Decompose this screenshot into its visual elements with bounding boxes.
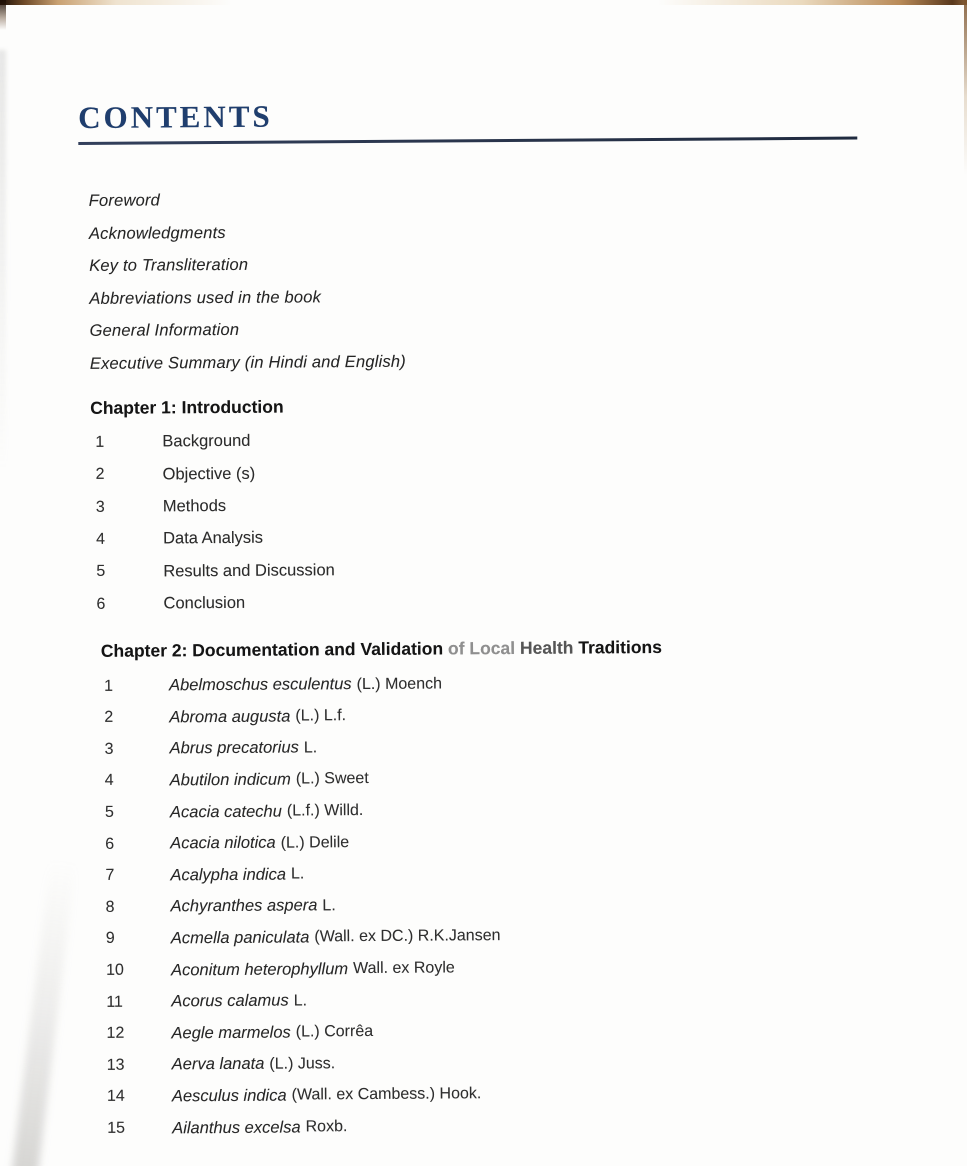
species-name: Aerva lanata: [171, 1055, 265, 1074]
item-number: 10: [106, 961, 124, 979]
item-number: 1: [104, 677, 114, 695]
item-number: 3: [95, 498, 105, 516]
scan-streak-lower: [10, 860, 76, 1166]
front-matter-item: General Information: [89, 321, 240, 341]
scan-streak-upper: [0, 50, 6, 470]
front-matter-item: Abbreviations used in the book: [89, 288, 322, 308]
species-author: Roxb.: [305, 1118, 348, 1136]
species-name: Acorus calamus: [171, 991, 289, 1011]
item-number: 4: [104, 772, 114, 790]
chapter1-heading: Chapter 1: Introduction: [90, 396, 284, 418]
chapter2-list: [82, 665, 934, 1145]
item-number: 3: [104, 740, 114, 758]
item-number: 12: [106, 1024, 125, 1043]
toc-content: [78, 94, 934, 1145]
title-underline: [78, 137, 857, 145]
item-label: Background: [162, 432, 251, 451]
item-number: 6: [105, 835, 115, 853]
item-number: 5: [96, 563, 106, 581]
item-label: Data Analysis: [163, 529, 264, 548]
page-title: CONTENTS: [78, 98, 273, 135]
item-label: Objective (s): [162, 464, 256, 484]
species-name: Aesculus indica: [171, 1086, 287, 1106]
item-number: 14: [106, 1088, 125, 1106]
species-author: L.: [303, 739, 318, 757]
front-matter-item: Executive Summary (in Hindi and English): [89, 352, 407, 373]
item-number: 11: [106, 993, 123, 1011]
front-matter-list: [89, 179, 929, 380]
chapter1-list: [80, 421, 930, 621]
front-matter-item: Foreword: [88, 191, 161, 210]
species-name: Acacia nilotica: [170, 833, 276, 853]
chapter2-heading-faded: of Local: [447, 637, 516, 659]
item-label: Conclusion: [163, 594, 246, 613]
species-name: Acmella paniculata: [170, 928, 310, 948]
front-matter-item: Key to Transliteration: [89, 256, 249, 276]
species-name: Abutilon indicum: [169, 770, 291, 790]
item-number: 13: [106, 1056, 125, 1074]
species-name: Acacia catechu: [169, 802, 282, 821]
species-author: (L.f.) Willd.: [286, 802, 364, 820]
chapter2-heading-main: Chapter 2: Documentation and Validation: [100, 638, 444, 661]
item-number: 8: [105, 898, 115, 916]
item-number: 2: [104, 709, 114, 727]
species-author: (L.) Moench: [356, 675, 443, 693]
species-author: Wall. ex Royle: [353, 959, 455, 978]
species-author: (L.) Corrêa: [295, 1023, 374, 1041]
species-author: (L.) Sweet: [295, 770, 369, 788]
species-author: (Wall. ex Cambess.) Hook.: [291, 1085, 482, 1104]
species-name: Ailanthus excelsa: [172, 1117, 301, 1137]
item-number: 1: [95, 433, 105, 451]
species-name: Acalypha indica: [170, 865, 287, 885]
species-author: L.: [293, 992, 308, 1010]
scan-edge-left: [0, 0, 6, 30]
scan-edge-top: [0, 0, 967, 5]
front-matter-item: Acknowledgments: [88, 223, 226, 243]
item-number: 2: [95, 465, 105, 484]
chapter2-heading-tail: Traditions: [578, 636, 662, 658]
species-name: Aegle marmelos: [171, 1023, 291, 1043]
species-name: Aconitum heterophyllum: [171, 959, 349, 979]
item-number: 4: [96, 530, 106, 548]
item-label: Results and Discussion: [163, 561, 335, 581]
species-author: L.: [322, 897, 336, 915]
species-author: (L.) Juss.: [269, 1055, 336, 1073]
item-number: 6: [96, 595, 106, 613]
chapter2-heading: [101, 633, 931, 663]
species-name: Abelmoschus esculentus: [169, 675, 352, 695]
species-author: L.: [290, 865, 305, 883]
species-name: Abrus precatorius: [169, 738, 299, 758]
species-author: (Wall. ex DC.) R.K.Jansen: [314, 927, 501, 946]
item-number: 5: [104, 803, 114, 821]
species-author: (L.) Delile: [280, 833, 350, 852]
list-item: [85, 1107, 934, 1145]
item-label: Methods: [162, 497, 227, 516]
species-name: Abroma augusta: [169, 707, 291, 727]
item-number: 7: [105, 867, 115, 885]
list-item: [81, 583, 930, 621]
chapter2-heading-mid: Health: [519, 637, 574, 658]
item-number: 15: [107, 1119, 126, 1137]
species-author: (L.) L.f.: [295, 707, 347, 725]
species-name: Achyranthes aspera: [170, 896, 318, 916]
item-number: 9: [105, 930, 115, 948]
